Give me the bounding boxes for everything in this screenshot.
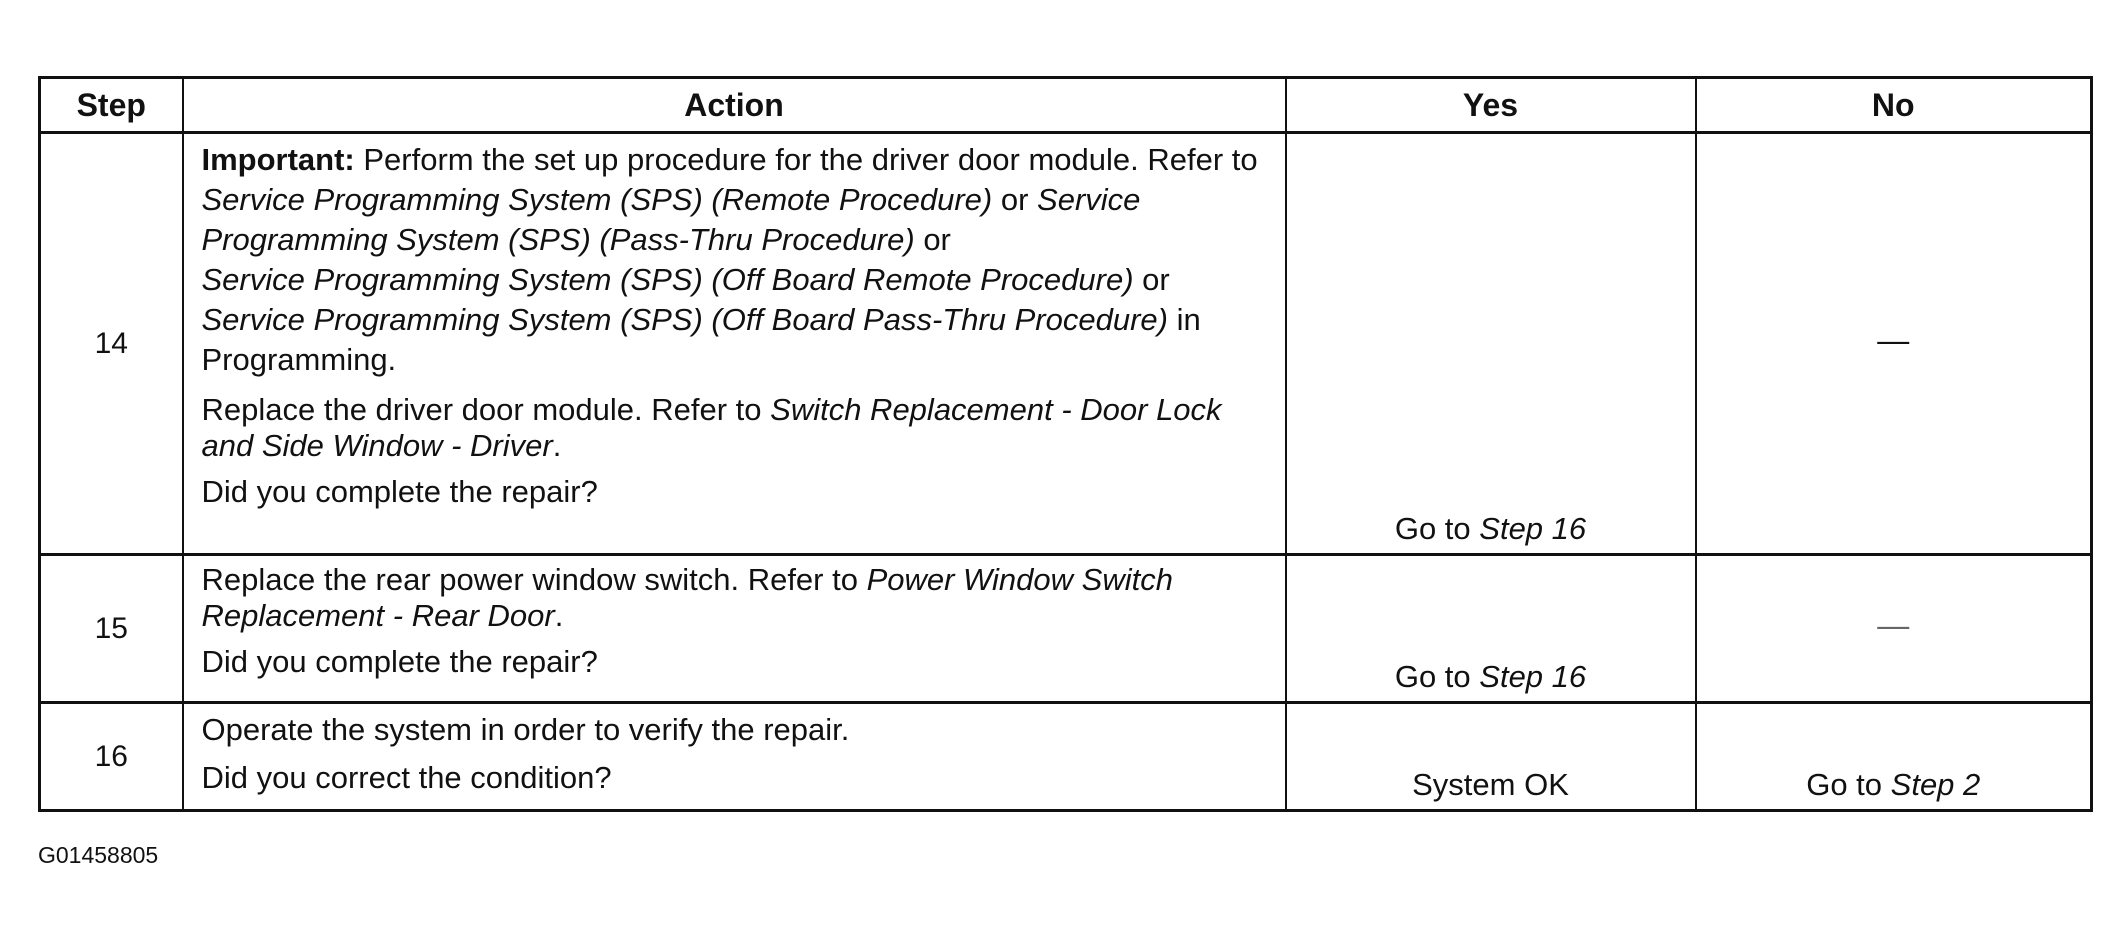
goto-text: Go to	[1394, 511, 1480, 546]
reference-link[interactable]: Service Programming System (SPS) (Pass-Thru Procedure)	[201, 182, 1141, 257]
action-cell	[183, 133, 1286, 555]
replace-text: Replace the rear power window switch. Refer to	[201, 562, 867, 597]
reference-link[interactable]: Switch Replacement - Door Lock and Side Window - Driver	[201, 392, 1222, 463]
no-cell	[1696, 703, 2092, 811]
reference-link[interactable]: Service Programming System (SPS) (Remote Procedure)	[201, 182, 993, 217]
table-row-step-16	[40, 703, 2092, 811]
step-number: 16	[40, 703, 183, 811]
goto-text: Go to	[1806, 767, 1891, 802]
diagnostic-table	[38, 76, 2093, 812]
step-number: 15	[40, 555, 183, 703]
tail-text: in Programming.	[201, 302, 1201, 377]
figure-id: G01458805	[38, 842, 159, 868]
important-note	[202, 140, 1267, 380]
replace-end: .	[552, 428, 562, 463]
important-label: Important:	[201, 142, 355, 177]
table-row-step-14	[40, 133, 2092, 555]
result-text: System OK	[1412, 767, 1569, 802]
action-cell	[183, 703, 1286, 811]
header-action: Action	[183, 78, 1286, 133]
empty-dash: —	[1877, 322, 1910, 358]
connector-text: or	[914, 222, 951, 257]
question-text: Did you complete the repair?	[201, 474, 598, 509]
empty-dash: —	[1877, 607, 1910, 643]
important-text: Perform the set up procedure for the driver door module. Refer to	[354, 142, 1258, 177]
no-cell	[1696, 555, 2092, 703]
no-cell	[1696, 133, 2092, 555]
yes-cell	[1286, 703, 1696, 811]
question-text: Did you complete the repair?	[201, 644, 598, 679]
action-cell	[183, 555, 1286, 703]
replace-text: Replace the driver door module. Refer to	[201, 392, 771, 427]
step-number: 14	[40, 133, 183, 555]
goto-text: Go to	[1394, 659, 1480, 694]
replace-end: .	[554, 598, 564, 633]
replace-instruction	[202, 392, 1267, 464]
goto-step-link[interactable]: Step 16	[1479, 659, 1587, 694]
goto-step-link[interactable]: Step 2	[1890, 767, 1981, 802]
yes-cell	[1286, 133, 1696, 555]
header-step: Step	[40, 78, 183, 133]
instruction-text: Operate the system in order to verify the repair.	[201, 712, 850, 747]
connector-text: or	[992, 182, 1038, 217]
reference-link[interactable]: Service Programming System (SPS) (Off Board Remote Procedure)	[201, 262, 1134, 297]
header-row	[40, 78, 2092, 133]
header-yes: Yes	[1286, 78, 1696, 133]
goto-step-link[interactable]: Step 16	[1479, 511, 1587, 546]
connector-text: or	[1133, 262, 1170, 297]
reference-link[interactable]: Power Window Switch Replacement - Rear Door	[201, 562, 1173, 633]
reference-link[interactable]: Service Programming System (SPS) (Off Board Pass-Thru Procedure)	[201, 302, 1168, 337]
yes-cell	[1286, 555, 1696, 703]
question-text: Did you correct the condition?	[201, 760, 612, 795]
header-no: No	[1696, 78, 2092, 133]
replace-instruction	[202, 562, 1267, 634]
table-row-step-15	[40, 555, 2092, 703]
